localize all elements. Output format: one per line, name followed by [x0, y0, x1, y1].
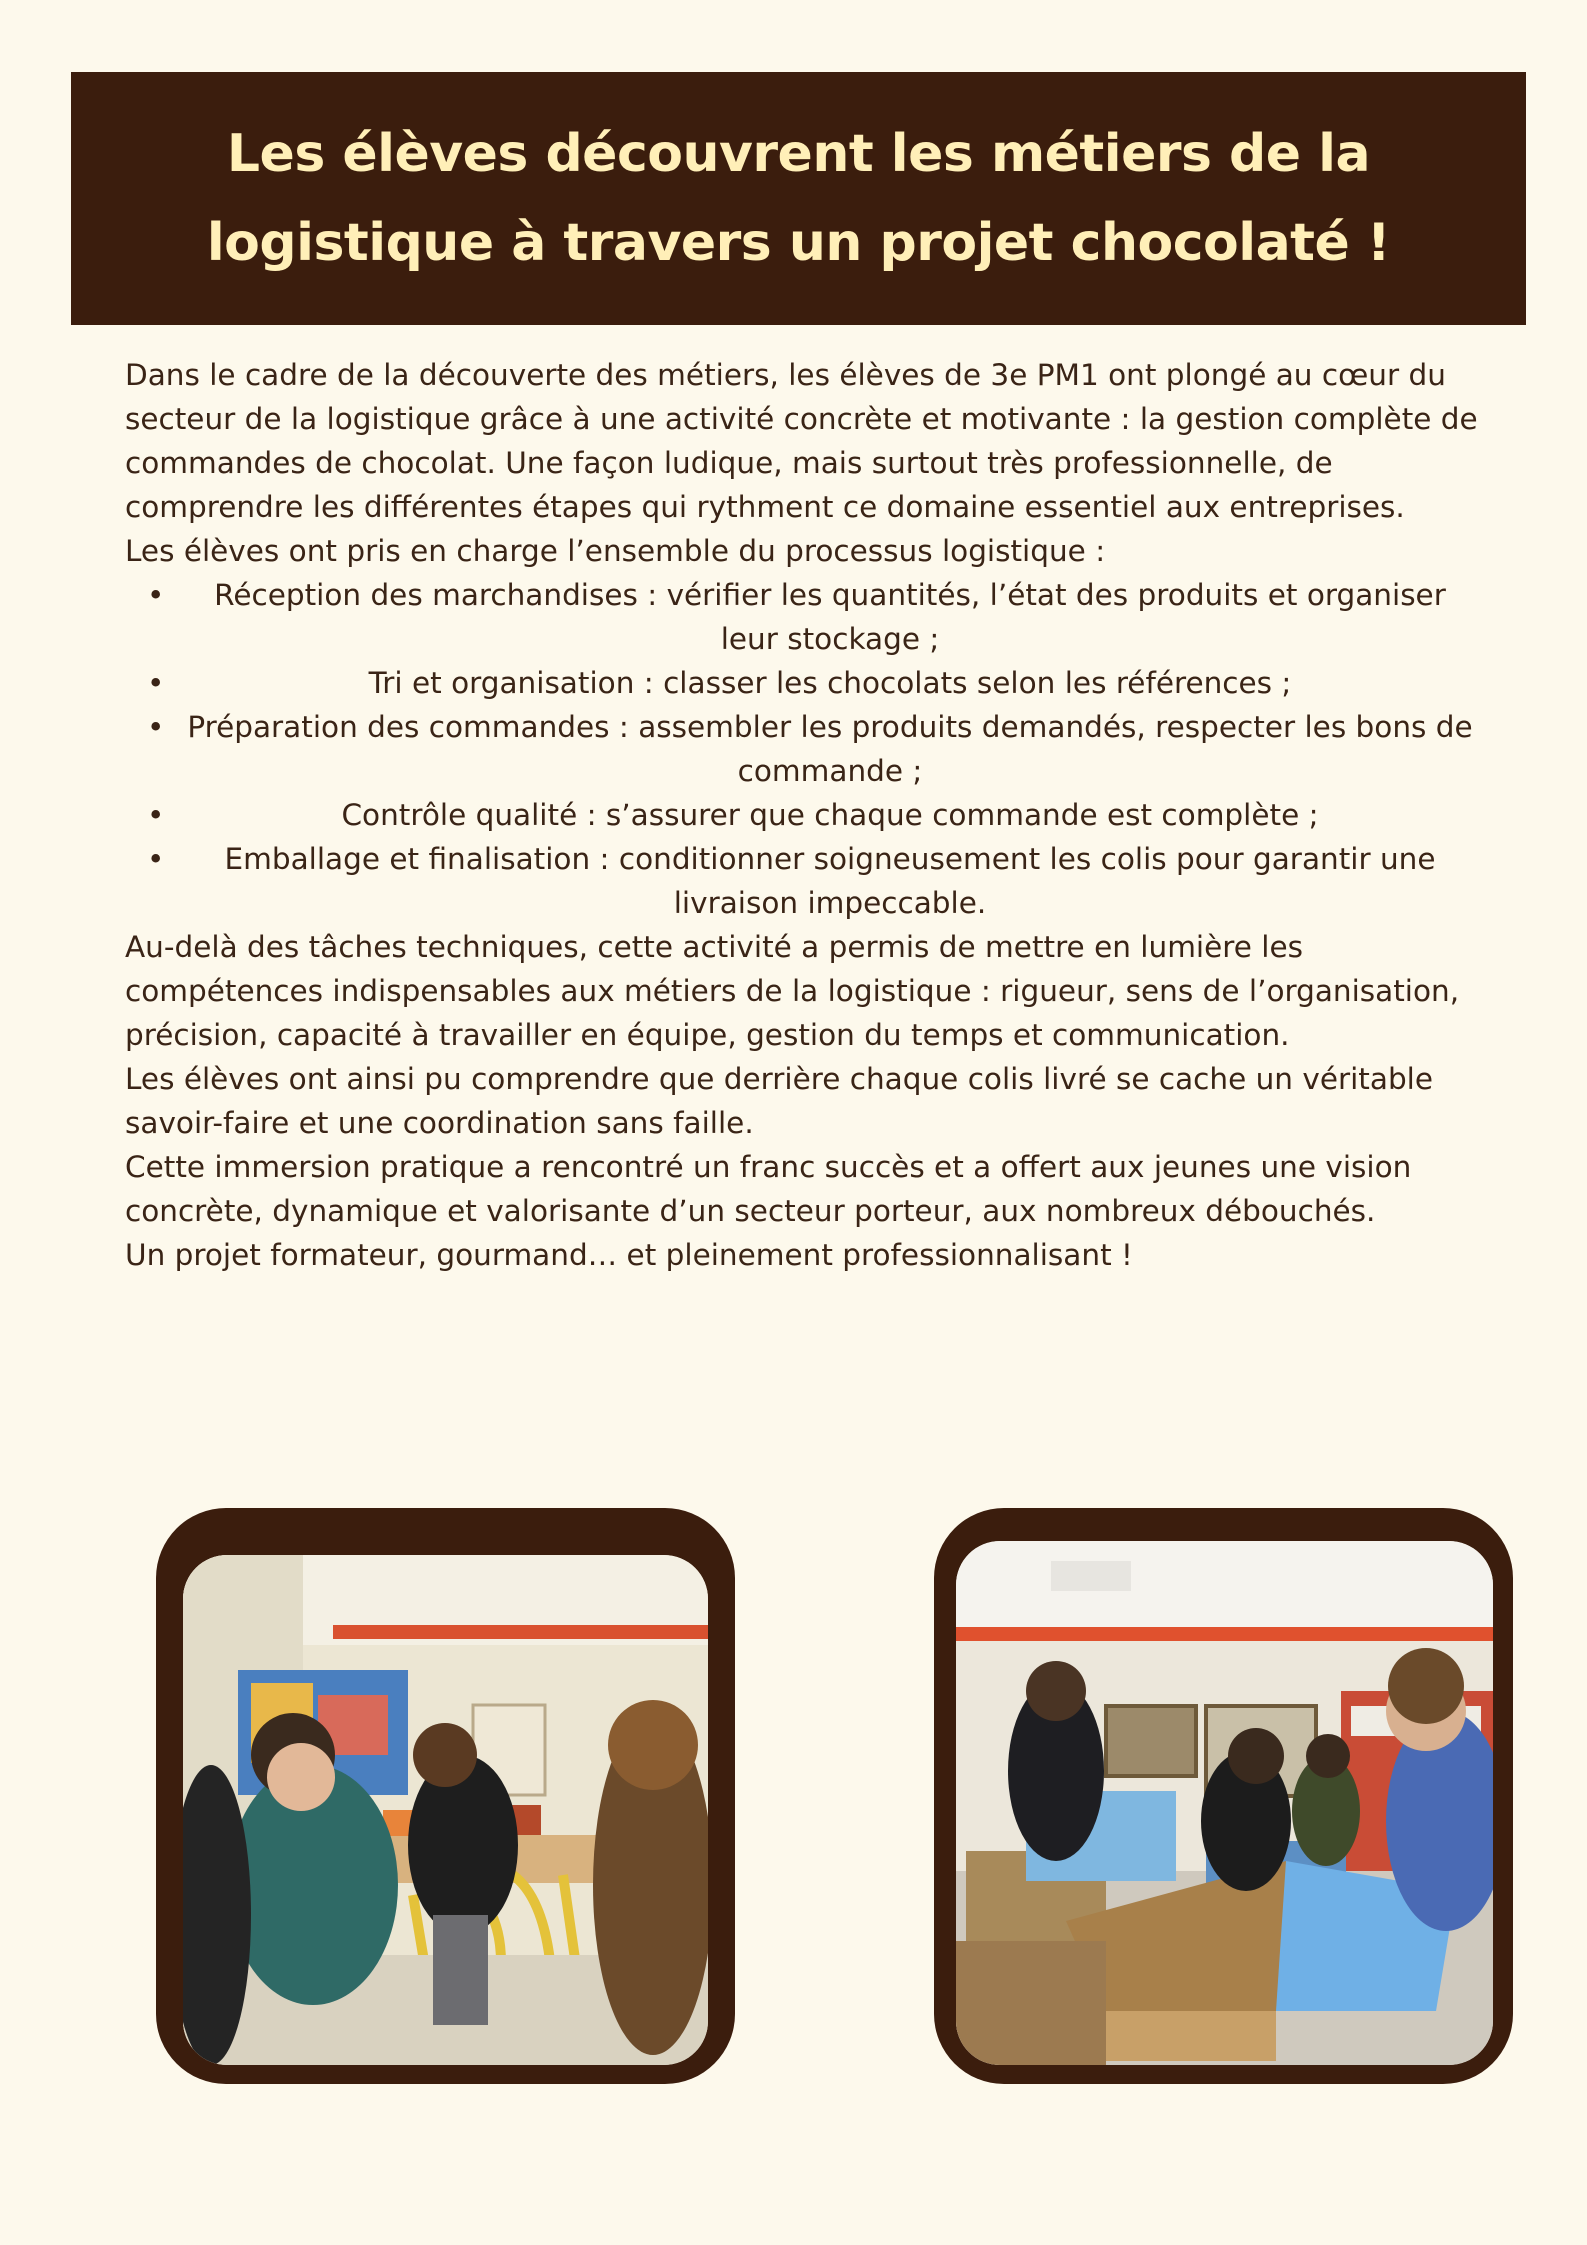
- bullet-icon: •: [147, 666, 165, 700]
- step-text: Réception des marchandises : vérifier les quantités, l’état des produits et organiser leur stockage ;: [214, 578, 1446, 656]
- bullet-icon: •: [147, 710, 165, 744]
- skills-paragraph: Au-delà des tâches techniques, cette activité a permis de mettre en lumière les compétences indispensables aux métiers de la logistique : rigueur, sens de l’organisation, précision, capacité à travailler en équipe, gestion du temps et communication.: [125, 930, 1460, 1052]
- list-item: [125, 705, 1485, 793]
- process-intro: Les élèves ont pris en charge l’ensemble du processus logistique :: [125, 534, 1106, 568]
- understanding-paragraph: Les élèves ont ainsi pu comprendre que derrière chaque colis livré se cache un véritable savoir-faire et une coordination sans faille.: [125, 1062, 1434, 1140]
- photo-frame-left: [156, 1508, 735, 2084]
- bullet-icon: •: [147, 842, 165, 876]
- page-title: Les élèves découvrent les métiers de la logistique à travers un projet chocolaté !: [206, 123, 1391, 273]
- article-body: [125, 353, 1485, 1277]
- step-text: Préparation des commandes : assembler les produits demandés, respecter les bons de commande ;: [187, 710, 1473, 788]
- step-text: Contrôle qualité : s’assurer que chaque commande est complète ;: [341, 798, 1319, 832]
- classroom-photo: [183, 1555, 708, 2065]
- list-item: [125, 837, 1485, 925]
- packing-photo: [956, 1541, 1493, 2065]
- intro-paragraph: Dans le cadre de la découverte des métiers, les élèves de 3e PM1 ont plongé au cœur du secteur de la logistique grâce à une activité concrète et motivante : la gestion complète de commandes de chocolat. Une façon ludique, mais surtout très professionnelle, de comprendre les différentes étapes qui rythment ce domaine essentiel aux entreprises.: [125, 358, 1478, 524]
- step-text: Tri et organisation : classer les chocolats selon les références ;: [368, 666, 1292, 700]
- bullet-icon: •: [147, 798, 165, 832]
- success-paragraph: Cette immersion pratique a rencontré un franc succès et a offert aux jeunes une vision concrète, dynamique et valorisante d’un secteur porteur, aux nombreux débouchés.: [125, 1150, 1412, 1228]
- photo-frame-right: [934, 1508, 1513, 2084]
- closing-paragraph: Un projet formateur, gourmand… et pleinement professionnalisant !: [125, 1238, 1133, 1272]
- title-banner: [71, 72, 1526, 325]
- list-item: [125, 793, 1485, 837]
- step-text: Emballage et finalisation : conditionner soigneusement les colis pour garantir une livraison impeccable.: [224, 842, 1436, 920]
- steps-list: [125, 573, 1485, 925]
- list-item: [125, 661, 1485, 705]
- list-item: [125, 573, 1485, 661]
- bullet-icon: •: [147, 578, 165, 612]
